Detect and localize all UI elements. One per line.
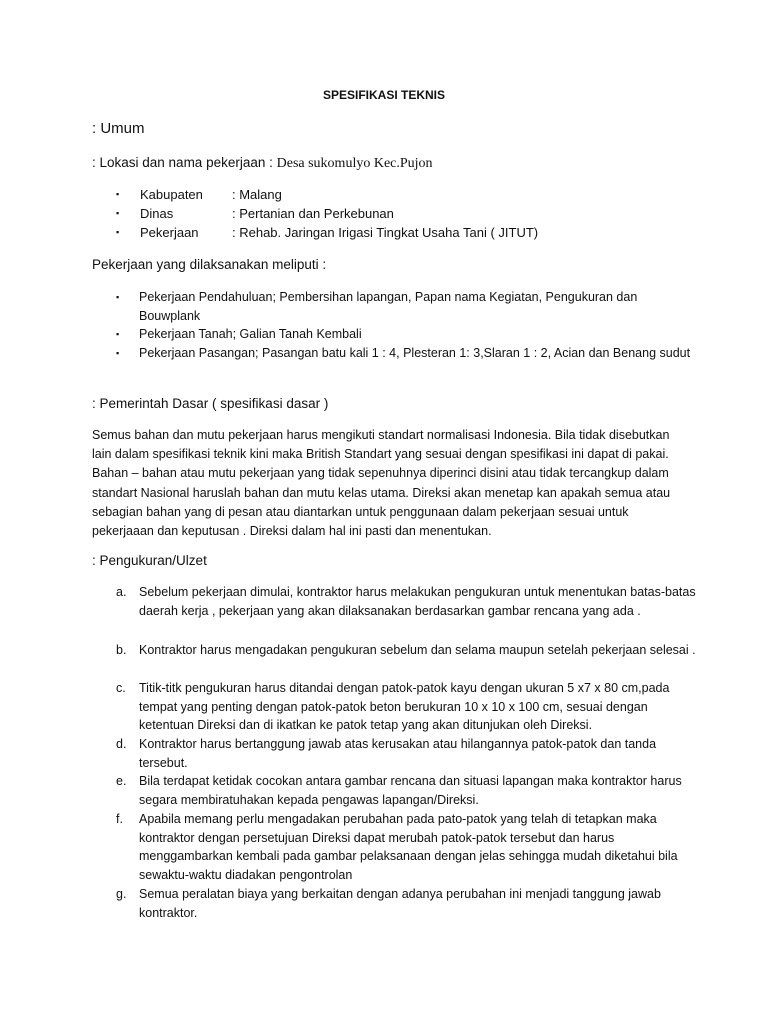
list-marker: b. bbox=[116, 643, 127, 657]
list-item: d. Kontraktor harus bertanggung jawab atas kerusakan atau hilangannya patok-patok dan tanda tersebut. bbox=[116, 737, 657, 770]
list-item: a. Sebelum pekerjaan dimulai, kontraktor harus melakukan pengukuran untuk menentukan batas-batas daerah kerja , pekerjaan yang akan dilaksanakan berdasarkan gambar rencana yang ada . bbox=[116, 585, 696, 618]
list-item: ▪ Pekerjaan Pasangan; Pasangan batu kali 1 : 4, Plesteran 1: 3,Slaran 1 : 2, Acian dan Benang sudut bbox=[116, 344, 696, 363]
info-row-kabupaten bbox=[116, 187, 282, 202]
section-lokasi-heading bbox=[92, 155, 433, 172]
bullet-icon: ▪ bbox=[116, 329, 120, 339]
pemerintah-paragraph: Semus bahan dan mutu pekerjaan harus mengikuti standart normalisasi Indonesia. Bila tidak disebutkan lain dalam spesifikasi teknik kini maka British Standart yang sesuai dengan spesifikasi ini dapat di pakai. Bahan – bahan atau mutu pekerjaan yang tidak sepenuhnya diperinci disini atau tidak tercangkup dalam standart Nasional haruslah bahan dan mutu kelas utama. Direksi akan menetap kan apakah semua atau sebagian bahan yang di pesan atau diantarkan untuk penggunaan dalam pekerjaan sesuai untuk pekerjaaan dan keputusan . Direksi dalam hal ini pasti dan menentukan. bbox=[92, 428, 671, 539]
list-item: b. Kontraktor harus mengadakan pengukuran sebelum dan selama maupun setelah pekerjaan selesai . bbox=[116, 641, 696, 660]
info-value: : Malang bbox=[232, 187, 282, 202]
list-item: ▪ Pekerjaan Pendahuluan; Pembersihan lapangan, Papan nama Kegiatan, Pengukuran dan Bouwplank bbox=[116, 290, 638, 323]
info-key: Dinas bbox=[140, 206, 174, 221]
info-key: Pekerjaan bbox=[140, 225, 199, 240]
list-item: ▪ Pekerjaan Tanah; Galian Tanah Kembali bbox=[116, 325, 696, 344]
lokasi-value: Desa sukomulyo Kec.Pujon bbox=[276, 156, 433, 171]
bullet-icon: ▪ bbox=[116, 292, 120, 302]
info-row-pekerjaan bbox=[116, 225, 538, 240]
bullet-icon: ▪ bbox=[116, 227, 120, 237]
meliputi-heading: Pekerjaan yang dilaksanakan meliputi : bbox=[92, 257, 327, 272]
info-value: : Pertanian dan Perkebunan bbox=[232, 206, 394, 221]
list-marker: e. bbox=[116, 774, 127, 788]
pemerintah-heading: : Pemerintah Dasar ( spesifikasi dasar ) bbox=[92, 396, 329, 411]
list-item: g. Semua peralatan biaya yang berkaitan dengan adanya perubahan ini menjadi tanggung jawab kontraktor. bbox=[116, 887, 661, 920]
info-key: Kabupaten bbox=[140, 187, 203, 202]
list-marker: f. bbox=[116, 812, 123, 826]
list-marker: c. bbox=[116, 681, 126, 695]
list-marker: g. bbox=[116, 887, 127, 901]
info-value: : Rehab. Jaringan Irigasi Tingkat Usaha Tani ( JITUT) bbox=[232, 225, 539, 240]
section-umum-heading: : Umum bbox=[92, 120, 145, 137]
list-item: f. Apabila memang perlu mengadakan perubahan pada pato-patok yang telah di tetapkan maka kontraktor dengan persetujuan Direksi dapat merubah patok-patok tersebut dan harus menggambarkan kembali pada gambar pelaksanaan dengan jelas sehingga mudah diketahui bila sewaktu-waktu diadakan pengontrolan bbox=[116, 812, 678, 882]
document-title: SPESIFIKASI TEKNIS bbox=[322, 88, 446, 102]
bullet-icon: ▪ bbox=[116, 348, 120, 358]
list-item: c. Titik-titk pengukuran harus ditandai dengan patok-patok kayu dengan ukuran 5 x7 x 80 cm,pada tempat yang penting dengan patok-patok beton berukuran 10 x 10 x 100 cm, sesuai dengan ketentuan Direksi dan di ikatkan ke patok tetap yang akan ditunjukan oleh Direksi. bbox=[116, 681, 670, 733]
list-marker: d. bbox=[116, 737, 127, 751]
list-item: e. Bila terdapat ketidak cocokan antara gambar rencana dan situasi lapangan maka kontraktor harus segara membiratuhakan kepada pengawas lapangan/Direksi. bbox=[116, 774, 682, 807]
lokasi-label: : Lokasi dan nama pekerjaan : bbox=[92, 155, 277, 170]
info-row-dinas bbox=[116, 206, 394, 221]
list-marker: a. bbox=[116, 585, 127, 599]
bullet-icon: ▪ bbox=[116, 208, 120, 218]
bullet-icon: ▪ bbox=[116, 189, 120, 199]
pengukuran-heading: : Pengukuran/Ulzet bbox=[92, 553, 207, 568]
